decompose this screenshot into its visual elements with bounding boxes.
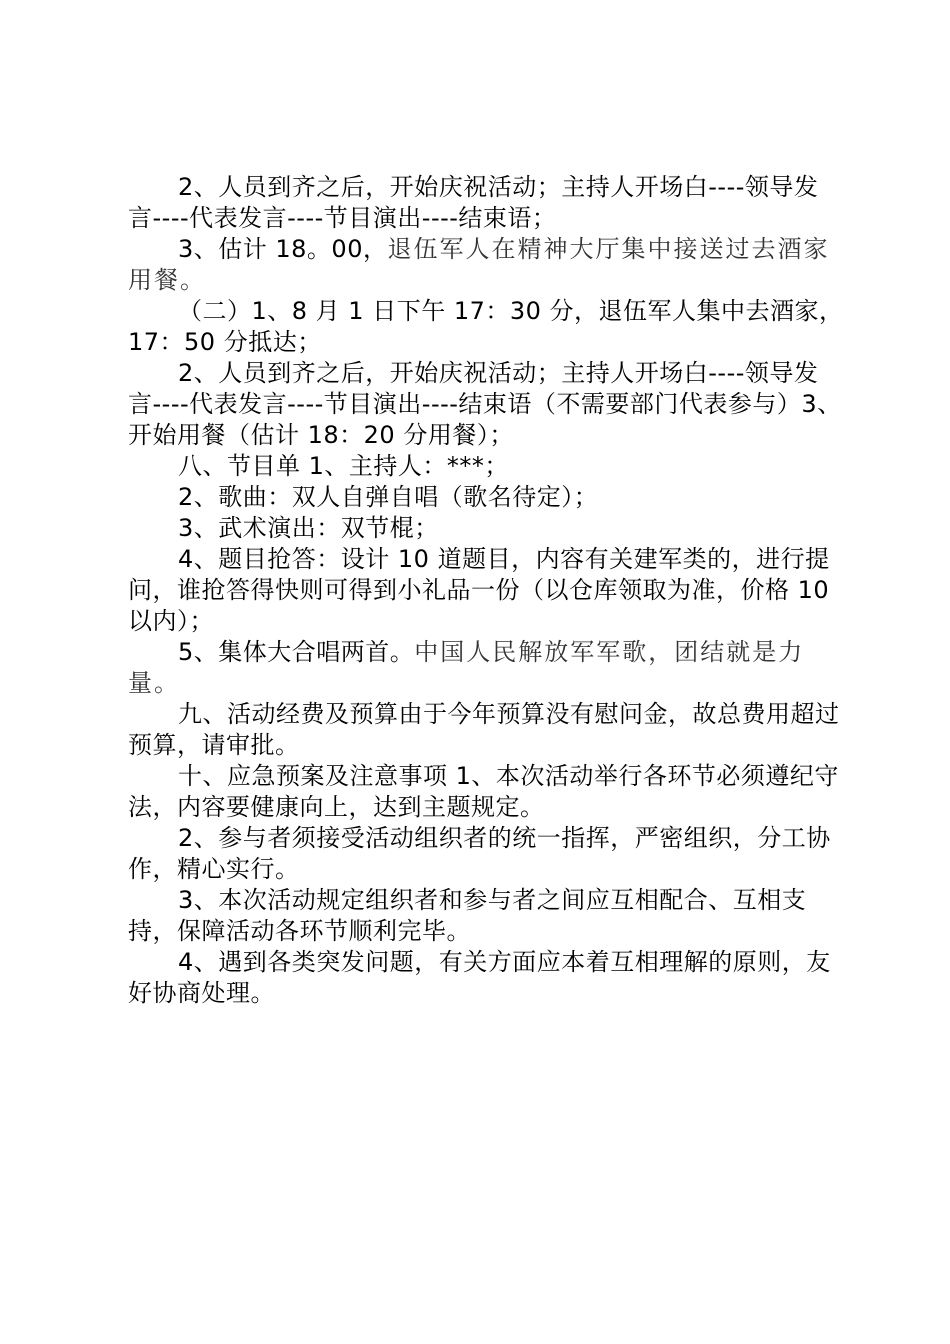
paragraph-opening-sequence (128, 172, 848, 234)
paragraph-emergency-cooperation (128, 885, 848, 947)
paragraph-text: 九、活动经费及预算由于今年预算没有慰问金，故总费用超过预算，请审批。 (128, 700, 840, 759)
paragraph-text: 3、武术演出：双节棍； (178, 514, 439, 542)
paragraph-text: 4、题目抢答：设计 10 道题目，内容有关建军类的，进行提问，谁抢答得快则可得到小礼品一份（以仓库领取为准，价格 10 以内）； (128, 545, 830, 635)
paragraph-text-serif: 退伍军人在精神大厅集中接送过去酒家用餐。 (128, 235, 830, 294)
paragraph-section-two (128, 296, 848, 358)
paragraph-emergency-issues (128, 947, 848, 1009)
paragraph-text: 2、人员到齐之后，开始庆祝活动；主持人开场白----领导发言----代表发言----节目演出----结束语（不需要部门代表参与）3、开始用餐（估计 18：20 分用餐）； (128, 359, 842, 449)
paragraph-budget (128, 699, 848, 761)
paragraph-program-quiz (128, 544, 848, 637)
paragraph-text: 2、人员到齐之后，开始庆祝活动；主持人开场白----领导发言----代表发言----节目演出----结束语； (128, 173, 819, 232)
paragraph-program-martial-arts (128, 513, 848, 544)
paragraph-text: 八、节目单 1、主持人：***； (178, 452, 509, 480)
paragraph-text: 5、集体大合唱两首。 (178, 638, 415, 666)
paragraph-emergency-plan (128, 761, 848, 823)
paragraph-text: 2、参与者须接受活动组织者的统一指挥，严密组织，分工协作，精心实行。 (128, 824, 831, 883)
paragraph-time-estimate (128, 234, 848, 296)
paragraph-opening-sequence-2 (128, 358, 848, 451)
paragraph-program-song (128, 482, 848, 513)
paragraph-text: 4、遇到各类突发问题，有关方面应本着互相理解的原则，友好协商处理。 (128, 948, 831, 1007)
paragraph-text: 十、应急预案及注意事项 1、本次活动举行各环节必须遵纪守法，内容要健康向上，达到主题规定。 (128, 762, 839, 821)
paragraph-program-host (128, 451, 848, 482)
paragraph-program-chorus (128, 637, 848, 699)
document-page (128, 172, 848, 1009)
paragraph-emergency-command (128, 823, 848, 885)
paragraph-text-serif: 中国人民解放军军歌，团结就是力量。 (128, 638, 805, 697)
paragraph-text: 2、歌曲：双人自弹自唱（歌名待定）； (178, 483, 599, 511)
paragraph-text: 3、本次活动规定组织者和参与者之间应互相配合、互相支持，保障活动各环节顺利完毕。 (128, 886, 807, 945)
paragraph-text: （二）1、8 月 1 日下午 17：30 分，退伍军人集中去酒家，17：50 分抵达； (128, 297, 844, 356)
paragraph-text: 3、估计 18。00， (178, 235, 388, 263)
